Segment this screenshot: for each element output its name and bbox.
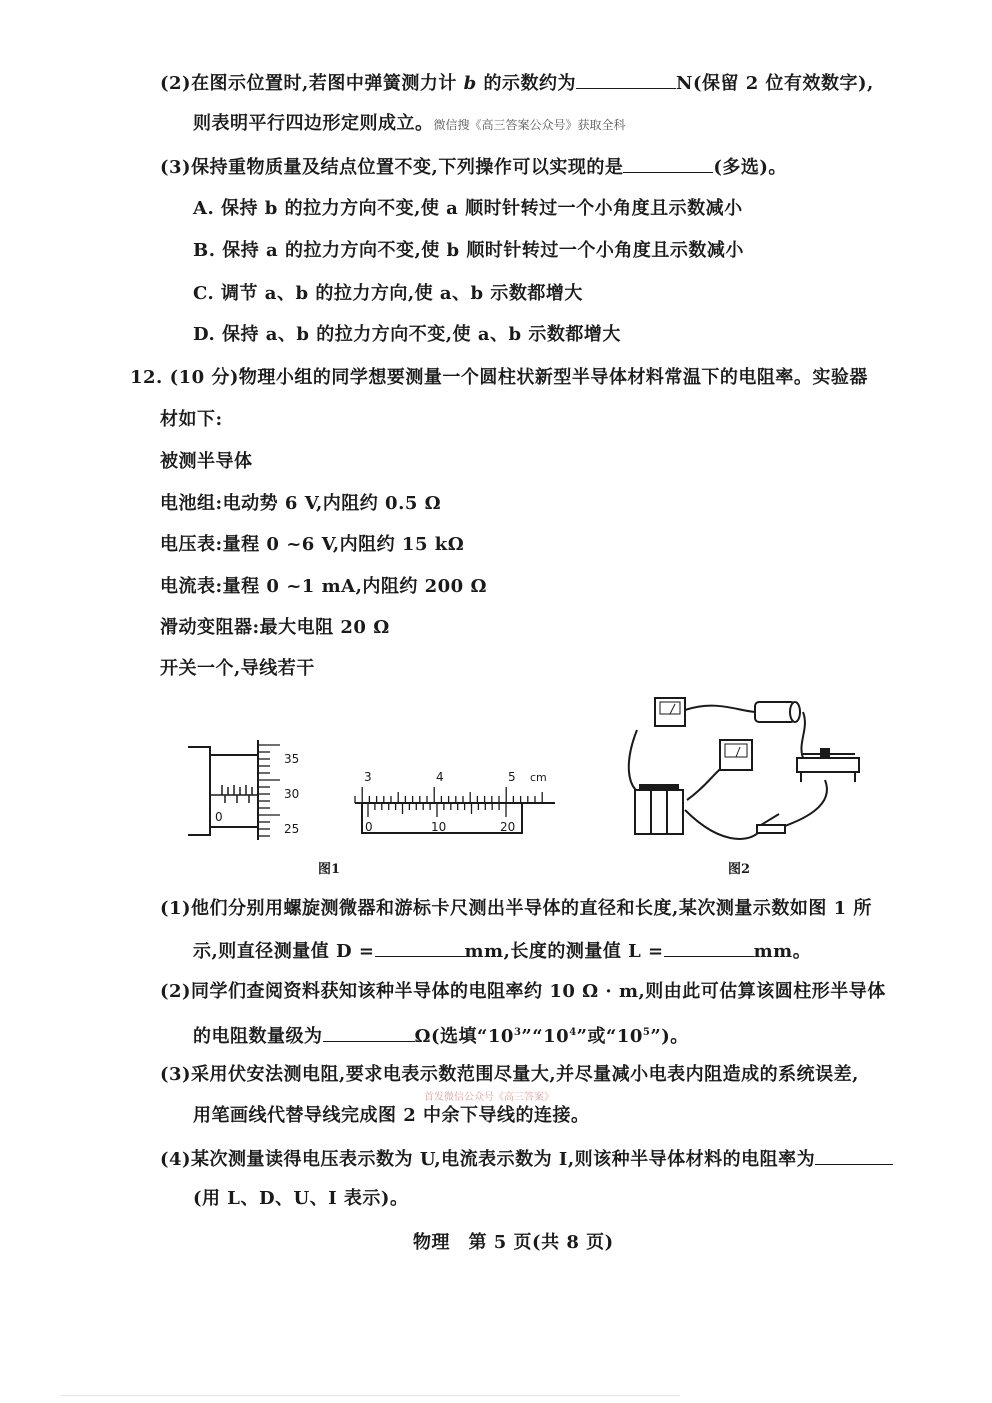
micrometer-tick-30: 30	[284, 787, 300, 801]
answer-blank-length[interactable]	[664, 938, 754, 957]
ammeter-middle	[720, 740, 752, 770]
q11-option-b: B. 保持 a 的拉力方向不变,使 b 顺时针转过一个小角度且示数减小	[193, 240, 744, 261]
equipment-item: 被测半导体	[160, 451, 253, 472]
q12-sub2-line1: (2)同学们查阅资料获知该种半导体的电阻率约 10 Ω · m,则由此可估算该圆柱形半导体	[160, 981, 886, 1002]
caliper-vernier-0: 0	[365, 820, 373, 834]
q11-sub2-line1: (2)在图示位置时,若图中弹簧测力计 b 的示数约为 N(保留 2 位有效数字),	[160, 70, 874, 96]
micrometer-tick-25: 25	[284, 822, 300, 836]
answer-blank-force[interactable]	[576, 70, 676, 89]
figure-1-label: 图1	[318, 862, 341, 877]
q12-header-cont: 材如下:	[160, 409, 223, 430]
caliper-main-4: 4	[436, 770, 444, 784]
watermark-text: 微信搜《高三答案公众号》获取全科	[433, 118, 626, 132]
figure-2-label: 图2	[728, 862, 751, 877]
figure-1	[180, 735, 560, 845]
q11-sub2-line2: 则表明平行四边形定则成立。微信搜《高三答案公众号》获取全科	[193, 113, 626, 134]
micrometer	[188, 740, 280, 840]
q12-sub2-line2: 的电阻数量级为 Ω(选填“$10^3”“10^4$”或“$10^5$”)。	[193, 1021, 689, 1049]
battery-pack	[635, 784, 683, 834]
caliper-vernier-10: 10	[431, 820, 447, 834]
q12-sub4-line1: (4)某次测量读得电压表示数为 U,电流表示数为 I,则该种半导体材料的电阻率为	[160, 1146, 893, 1172]
q12-sub3-line1: (3)采用伏安法测电阻,要求电表示数范围尽量大,并尽量减小电表内阻造成的系统误差,	[160, 1064, 859, 1085]
caliper-vernier-20: 20	[500, 820, 516, 834]
bottom-rule	[60, 1395, 680, 1396]
voltmeter-top	[655, 698, 685, 726]
q11-sub3-line: (3)保持重物质量及结点位置不变,下列操作可以实现的是 (多选)。	[160, 154, 787, 180]
micrometer-tick-35: 35	[284, 752, 300, 766]
q11-option-c: C. 调节 a、b 的拉力方向,使 a、b 示数都增大	[193, 283, 583, 304]
q12-sub4-line2: (用 L、D、U、I 表示)。	[193, 1188, 409, 1209]
q12-sub1-line1: (1)他们分别用螺旋测微器和游标卡尺测出半导体的直径和长度,某次测量示数如图 1 所	[160, 898, 872, 919]
answer-blank-multi[interactable]	[623, 154, 713, 173]
equipment-item: 滑动变阻器:最大电阻 20 Ω	[160, 617, 390, 638]
vernier-caliper	[355, 787, 555, 833]
answer-blank-diameter[interactable]	[375, 938, 465, 957]
answer-blank-magnitude[interactable]	[323, 1023, 415, 1042]
q12-header: 12. (10 分)物理小组的同学想要测量一个圆柱状新型半导体材料常温下的电阻率。实验器	[130, 367, 868, 388]
switch	[757, 814, 785, 833]
figure-2	[625, 690, 875, 850]
micrometer-zero: 0	[215, 810, 223, 824]
answer-blank-resistivity[interactable]	[815, 1146, 893, 1165]
caliper-unit: cm	[530, 771, 547, 784]
equipment-item: 电压表:量程 0 ~6 V,内阻约 15 kΩ	[160, 534, 465, 555]
equipment-item: 开关一个,导线若干	[160, 658, 315, 679]
page-footer: 物理 第 5 页(共 8 页)	[413, 1232, 614, 1253]
q11-option-d: D. 保持 a、b 的拉力方向不变,使 a、b 示数都增大	[193, 324, 621, 345]
q12-sub3-line2: 用笔画线代替导线完成图 2 中余下导线的连接。	[193, 1105, 590, 1126]
q12-sub1-line2: 示,则直径测量值 D = mm,长度的测量值 L = mm。	[193, 938, 811, 964]
equipment-item: 电流表:量程 0 ~1 mA,内阻约 200 Ω	[160, 576, 487, 597]
watermark-red: 首发微信公众号《高三答案》	[424, 1092, 554, 1103]
caliper-main-5: 5	[508, 770, 516, 784]
equipment-item: 电池组:电动势 6 V,内阻约 0.5 Ω	[160, 493, 442, 514]
q11-option-a: A. 保持 b 的拉力方向不变,使 a 顺时针转过一个小角度且示数减小	[193, 198, 743, 219]
rheostat	[797, 748, 859, 782]
semiconductor-sample	[755, 702, 800, 722]
caliper-main-3: 3	[364, 770, 372, 784]
